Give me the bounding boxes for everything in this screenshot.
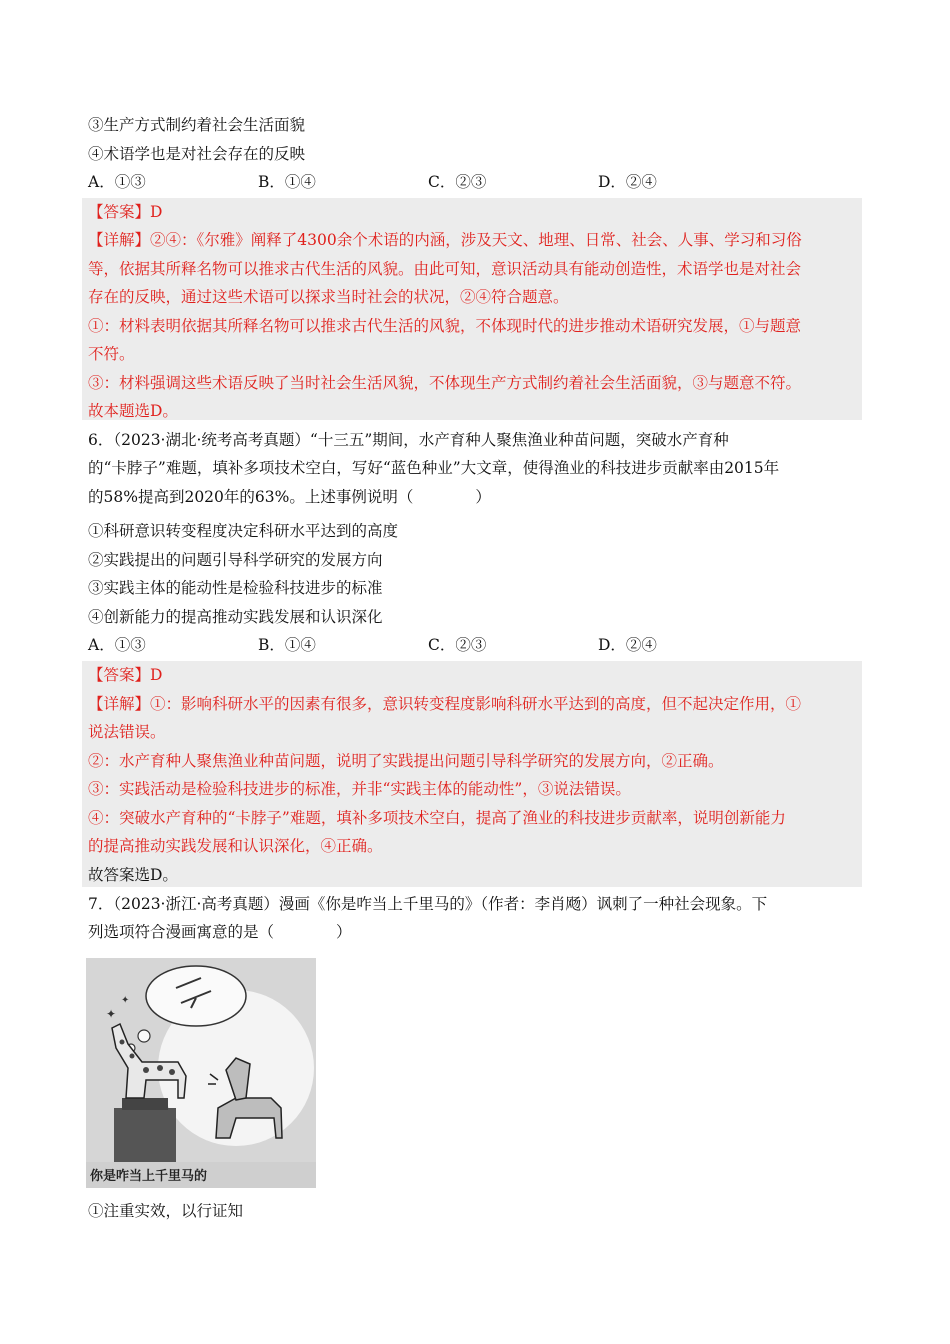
explanation-line: ②：水产育种人聚焦渔业种苗问题，说明了实践提出问题引导科学研究的发展方向，②正确。 (88, 752, 724, 770)
option-a: A．①③ (88, 636, 146, 654)
question-stem: 的58%提高到2020年的63%。上述事例说明（ ） (88, 488, 491, 506)
statement: ①科研意识转变程度决定科研水平达到的高度 (88, 522, 399, 540)
answer-label: 【答案】D (88, 203, 163, 221)
statement: ③实践主体的能动性是检验科技进步的标准 (88, 579, 383, 597)
option-b: B．①④ (258, 173, 316, 191)
options-row (88, 172, 768, 192)
cartoon-illustration (86, 958, 316, 1188)
option-c: C．②③ (428, 636, 487, 654)
explanation-line: 存在的反映，通过这些术语可以探求当时社会的状况，②④符合题意。 (88, 288, 569, 306)
statement: ④术语学也是对社会存在的反映 (88, 145, 306, 163)
explanation-line: 的提高推动实践发展和认识深化，④正确。 (88, 837, 383, 855)
explanation-line: 【详解】②④：《尔雅》阐释了4300余个术语的内涵，涉及天文、地理、日常、社会、人事、学习和习俗 (88, 231, 802, 249)
explanation-line: ①：材料表明依据其所释名物可以推求古代生活的风貌，不体现时代的进步推动术语研究发展，①与题意 (88, 317, 802, 335)
question-stem: 的“卡脖子”难题，填补多项技术空白，写好“蓝色种业”大文章，使得渔业的科技进步贡献率由2015年 (88, 459, 780, 477)
option-d: D．②④ (598, 173, 657, 191)
explanation-line: 等，依据其所释名物可以推求古代生活的风貌。由此可知，意识活动具有能动创造性，术语学也是对社会 (88, 260, 802, 278)
question-stem: 6．（2023·湖北·统考高考真题）“十三五”期间，水产育种人聚焦渔业种苗问题，突破水产育种 (88, 431, 729, 449)
statement: ③生产方式制约着社会生活面貌 (88, 116, 306, 134)
explanation-line: 说法错误。 (88, 723, 166, 741)
statement: ①注重实效，以行证知 (88, 1202, 244, 1220)
statement: ④创新能力的提高推动实践发展和认识深化 (88, 608, 383, 626)
conclusion: 故答案选D。 (88, 866, 178, 884)
svg-text:✦: ✦ (121, 995, 130, 1006)
svg-text:✦: ✦ (106, 1007, 117, 1021)
options-row (88, 635, 768, 655)
explanation-line: ③：实践活动是检验科技进步的标准，并非“实践主体的能动性”，③说法错误。 (88, 780, 631, 798)
explanation-line: ④：突破水产育种的“卡脖子”难题，填补多项技术空白，提高了渔业的科技进步贡献率，说明创新能力 (88, 809, 786, 827)
option-a: A．①③ (88, 173, 146, 191)
cartoon-caption: 你是咋当上千里马的 (90, 1169, 208, 1184)
conclusion: 故本题选D。 (88, 402, 178, 420)
answer-label: 【答案】D (88, 666, 163, 684)
option-b: B．①④ (258, 636, 316, 654)
statement: ②实践提出的问题引导科学研究的发展方向 (88, 551, 383, 569)
option-d: D．②④ (598, 636, 657, 654)
question-stem: 列选项符合漫画寓意的是（ ） (88, 923, 352, 941)
option-c: C．②③ (428, 173, 487, 191)
explanation-line: 【详解】①：影响科研水平的因素有很多，意识转变程度影响科研水平达到的高度，但不起决定作用，① (88, 695, 802, 713)
explanation-line: 不符。 (88, 345, 135, 363)
cartoon-image (86, 958, 316, 1188)
explanation-line: ③：材料强调这些术语反映了当时社会生活风貌，不体现生产方式制约着社会生活面貌，③与题意不符。 (88, 374, 802, 392)
question-stem: 7．（2023·浙江·高考真题）漫画《你是咋当上千里马的》（作者：李肖飏）讽刺了一种社会现象。下 (88, 895, 768, 913)
